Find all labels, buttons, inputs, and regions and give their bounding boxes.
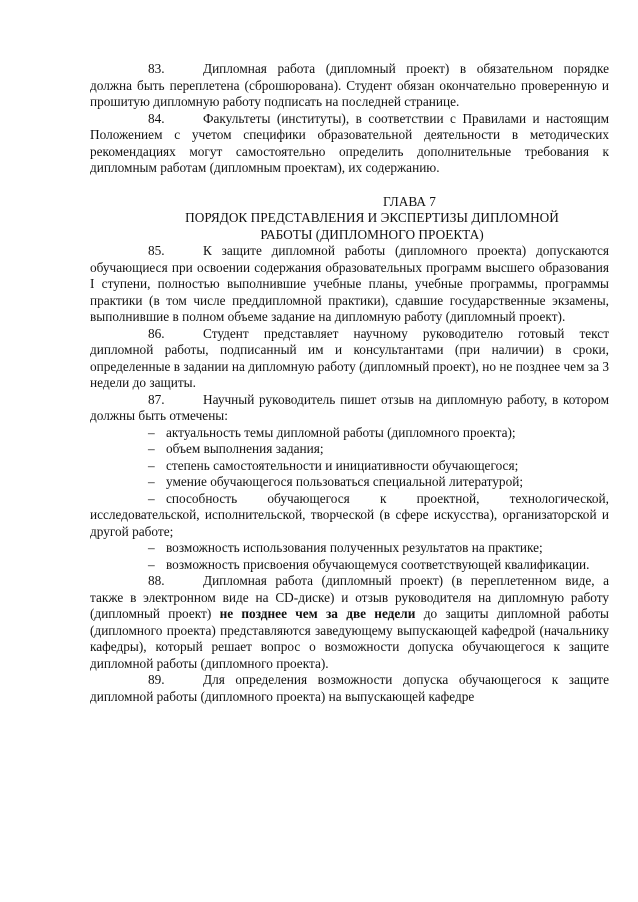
paragraph-text-continued: до защиты дипломной работы (дипломного проекта) представляются заведующему выпускающей кафедрой (начальнику кафедры), который решает вопрос о возможности допуска обучающегося к защите дипломной работы (дипломного проекта). bbox=[90, 606, 609, 671]
paragraph-text: Дипломная работа (дипломный проект) в обязательном порядке должна быть переплетена (сброшюрована). Студент обязан окончательно проверенную и прошитую дипломную работу подписать на последней странице. bbox=[90, 61, 609, 109]
list-item-text: объем выполнения задания; bbox=[166, 441, 324, 456]
bold-deadline-text: не позднее чем за две недели bbox=[219, 606, 416, 621]
paragraph-number: 87. bbox=[148, 391, 165, 407]
paragraph-83 bbox=[90, 61, 609, 111]
paragraph-89 bbox=[90, 672, 609, 705]
paragraph-text: Студент представляет научному руководителю готовый текст дипломной работы, подписанный им и консультантами (при наличии) в сроки, определенные в задании на дипломную работу (дипломный проект), но не позднее чем за 3 недели до защиты. bbox=[90, 325, 609, 390]
list-item bbox=[90, 425, 609, 442]
dash-bullet: – bbox=[148, 424, 155, 440]
paragraph-88 bbox=[90, 573, 609, 672]
chapter-label: ГЛАВА 7 bbox=[383, 193, 436, 209]
dash-bullet: – bbox=[148, 540, 155, 555]
paragraph-text: Дипломная работа (дипломный проект) (в переплетенном виде, а также в электронном виде на CD-диске) и отзыв руководителя на дипломную работу (дипломный проект) bbox=[90, 573, 609, 621]
paragraph-84 bbox=[90, 111, 609, 177]
dash-bullet: – bbox=[148, 556, 155, 572]
paragraph-text: Научный руководитель пишет отзыв на дипломную работу, в котором должны быть отмечены: bbox=[90, 391, 609, 423]
list-item-text: возможность использования полученных результатов на практике; bbox=[166, 540, 543, 555]
list-item bbox=[90, 491, 609, 541]
paragraph-text: Для определения возможности допуска обучающегося к защите дипломной работы (дипломного проекта) на выпускающей кафедре bbox=[90, 672, 609, 704]
dash-bullet: – bbox=[148, 490, 155, 506]
list-item-text: актуальность темы дипломной работы (дипломного проекта); bbox=[166, 424, 516, 440]
document-body bbox=[90, 61, 609, 705]
chapter-title-line-2: РАБОТЫ (ДИПЛОМНОГО ПРОЕКТА) bbox=[260, 226, 484, 242]
list-item-text: степень самостоятельности и инициативности обучающегося; bbox=[166, 457, 519, 473]
list-item-text: умение обучающегося пользоваться специальной литературой; bbox=[166, 474, 524, 489]
list-item-text: способность обучающегося к проектной, технологической, исследовательской, исполнительской, творческой (в сфере искусства), организаторской и другой работе; bbox=[90, 490, 609, 539]
chapter-title-line-1: ПОРЯДОК ПРЕДСТАВЛЕНИЯ И ЭКСПЕРТИЗЫ ДИПЛОМНОЙ bbox=[185, 210, 559, 225]
paragraph-text: К защите дипломной работы (дипломного проекта) допускаются обучающиеся при освоении содержания образовательных программ высшего образования I ступени, полностью выполнившие учебные планы, учебные программы, программы практики (в том числе преддипломной практики), сдавшие государственные экзамены, выполнившие в полном объеме задание на дипломную работу (дипломный проект). bbox=[90, 243, 609, 324]
paragraph-number: 88. bbox=[148, 573, 165, 588]
paragraph-text: Факультеты (институты), в соответствии с Правилами и настоящим Положением с учетом специфики образовательной деятельности в методических рекомендациях могут самостоятельно определить дополнительные требования к дипломным работам (дипломным проектам), их содержанию. bbox=[90, 110, 609, 175]
list-item bbox=[90, 557, 609, 574]
list-item-text: возможность присвоения обучающемуся соответствующей квалификации. bbox=[166, 556, 590, 572]
list-item bbox=[90, 458, 609, 475]
list-item bbox=[90, 474, 609, 491]
paragraph-number: 85. bbox=[148, 243, 165, 258]
paragraph-number: 84. bbox=[148, 110, 165, 126]
paragraph-number: 86. bbox=[148, 325, 165, 341]
paragraph-number: 83. bbox=[148, 61, 165, 76]
dash-bullet: – bbox=[148, 474, 155, 489]
paragraph-86 bbox=[90, 326, 609, 392]
list-item bbox=[90, 441, 609, 458]
dash-bullet: – bbox=[148, 441, 155, 456]
paragraph-87 bbox=[90, 392, 609, 425]
paragraph-number: 89. bbox=[148, 672, 165, 687]
list-item bbox=[90, 540, 609, 557]
paragraph-85 bbox=[90, 243, 609, 326]
dash-bullet: – bbox=[148, 457, 155, 473]
